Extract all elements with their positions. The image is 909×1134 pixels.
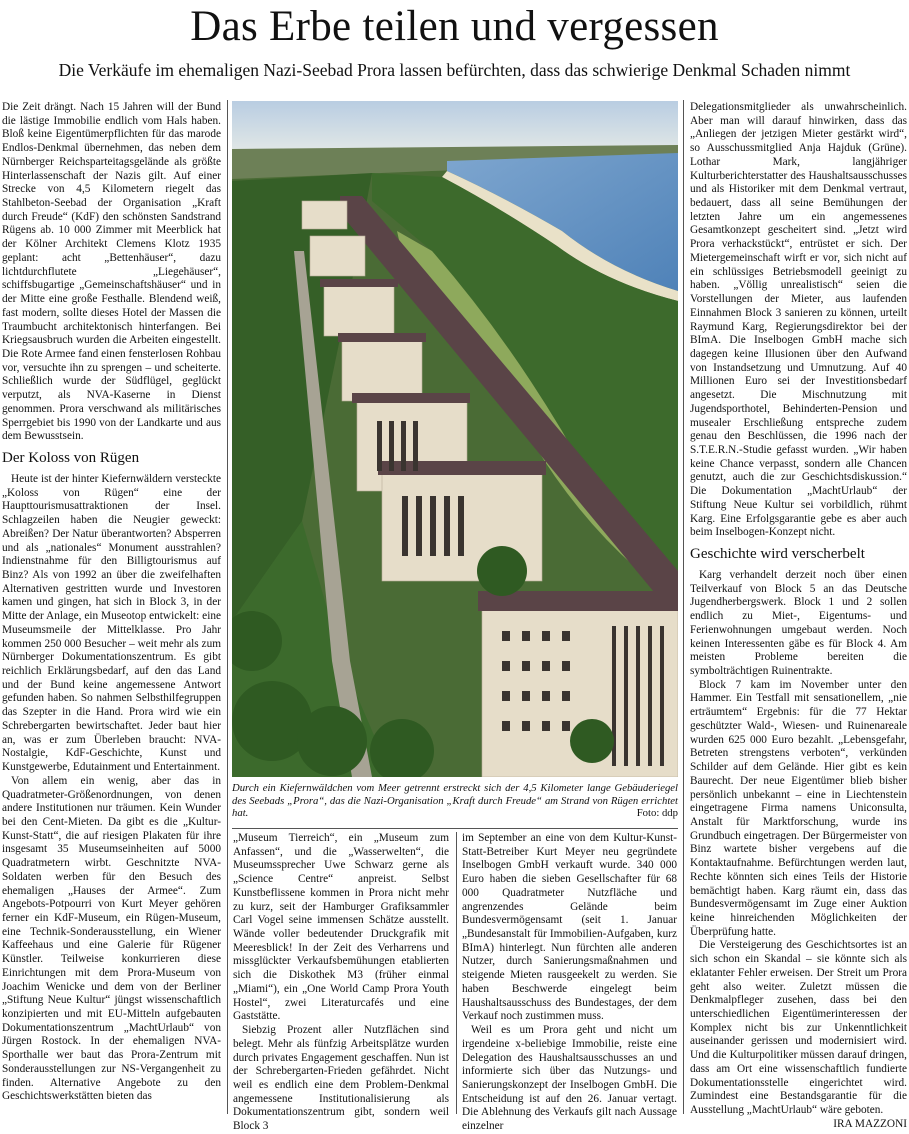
photo-illustration [232,101,678,777]
caption-rule [232,828,678,829]
article-paragraph: Heute ist der hinter Kiefernwäldern versteckte „Koloss von Rügen“ eine der Haupttourismusattraktionen der Insel. Schlagzeilen haben die Neugier geweckt: Abreißen? Der Natur überantworten? Absperren und als „nationales“ Monument ausstrahlen? Indienstnahme für den Billigtourismus auf Binz? Als von 1992 an über die zweifelhaften Alternativen gestritten wurde und Investoren kamen und gingen, hat sich in Block 3, in der Mitte der Anlage, ein Museotop entwickelt: eine Museumsmeile der Mittelklasse. Pro Jahr kommen 250 000 Besucher – weit mehr als zum Nürnberger Dokumentationszentrum. Es gibt reichlich Erklärungsbedarf, auf den das Land und der Bund keine angemessene Antwort gefunden haben. So nahmen Selbsthilfegruppen das Szepter in die Hand. Prora wird wie ein Schrebergarten bewirtschaftet. Jeder baut hier an, was er zum Überleben braucht: NVA-Nostalgie, KdF-Geschichte, Kunst und Kunstgewerbe, Edutainment und Entertainment. [2,472,221,774]
photo-credit: Foto: ddp [636,807,678,820]
article-paragraph: Die Versteigerung des Geschichtsortes ist an sich schon ein Skandal – sie könnte sich als eklatanter Fehler erweisen. Der Streit um Prora geht also weiter. Zuletzt müssen die Denkmalpfleger zusehen, dass bei den unterschiedlichen Eigentümerinteressen der Komplex nicht bis zur Unkenntlichkeit auseinander gerissen und modernisiert wird. Und die Kulturpolitiker müssen darauf dringen, dass am Ort eine wissenschaftlich fundierte Dokumentationsstelle eingerichtet wird. Zumindest eine Bestandsgarantie für die Ausstellung „MachtUrlaub“ wäre geboten. [690,939,907,1117]
caption-text: Durch ein Kiefernwäldchen vom Meer getrennt erstreckt sich der 4,5 Kilometer lange Gebäuderiegel des Seebads „Prora“, das die Nazi-Organisation „Kraft durch Freude“ am Strand von Rügen errichtet hat. [232,782,678,820]
author-byline: IRA MAZZONI [833,1117,907,1130]
article-column-2 [233,832,449,1134]
article-paragraph: Delegationsmitglieder als unwahrscheinlich. Aber man will darauf hinwirken, dass das „Anliegen der jetzigen Mieter gestärkt wird“, so Ausschussmitglied Anja Hajduk (Grüne). Lothar Mark, langjähriger Kulturberichterstatter des Haushaltsausschusses und als Historiker mit dem Denkmal vertraut, bedauert, dass all seine Bemühungen der letzten Jahre um ein angemessenes Gesamtkonzept gescheitert sind. „Jetzt wird Prora verhackstückt“, entrüstet er sich. Der Mietergemeinschaft wirft er vor, sich nicht auf ein schlüssiges Betriebsmodell geeinigt zu haben. „Völlig unrealistisch“ seien die Vorstellungen der Mieter, aus laufenden Einnahmen Block 3 sanieren zu können, urteilt Raymund Karg, Regierungsdirektor bei der BImA. Die Inselbogen GmbH mache sich dagegen keine Illusionen über den Aufwand von Instandsetzung und Umnutzung. Auf 40 Millionen Euro sei der Investitionsbedarf angesetzt. Die Mischnutzung mit Jugendsporthotel, Behinderten-Pension und musealer Erschließung entspreche zudem genau den Beschlüssen, die 1996 nach der S.T.E.R.N.-Studie gefasst wurden. „Wir haben keine Chance verpasst, sondern alle Chancen genutzt, auch die zur Geschichtsdiskussion.“ Die Dokumentation „MachtUrlaub“ der Stiftung Neue Kultur sei vorbildlich, rühmt Karg. Eine Erfolgsgarantie gebe es aber auch beim Inselbogen-Konzept nicht. [690,101,907,539]
column-rule [683,100,684,1114]
headline: Das Erbe teilen und vergessen [190,3,719,50]
article-paragraph: Von allem ein wenig, aber das in Quadratmeter-Größenordnungen, von denen andere Institutionen nur träumen. Kein Wunder bei den Cent-Mieten. Da gibt es die „Kultur-Kunst-Statt“, die auf riesigen Plakaten für ihre insgesamt 35 Museumseinheiten auf 5000 Quadratmetern wirbt. Geschnitzte NVA-Soldaten werben für den Besuch des ehemaligen „Hauses der Armee“. Zum Angebots-Potpourri von Kurt Meyer gehören ferner ein KdF-Museum, ein Rügen-Museum, eine Technik-Sonderausstellung, ein Wiener Kaffeehaus und eine Galerie für Rügener Künstler. Teilweise konkurrieren diese Einrichtungen mit dem Prora-Museum von Joachim Wenicke und dem von der Berliner „Stiftung Neue Kultur“ jüngst wissenschaftlich konzipierten und mit EU-Mitteln aufgebauten Dokumentationszentrum „MachtUrlaub“ von Jürgen Rostock. In der ehemaligen NVA-Sporthalle wer baut das Prora-Zentrum mit Sonderausstellungen zur NS-Vergangenheit zu finden. Alternative Angebote zu den Geschichtswerkstätten bieten das [2,774,221,1103]
article-column-1 [2,101,221,1104]
article-paragraph: „Museum Tierreich“, ein „Museum zum Anfassen“, und die „Wasserwelten“, die Museumssprecher Uwe Schwarz gerne als „Science Centre“ anpreist. Selbst Kunstbeflissene kommen in Prora nicht mehr zu kurz, seit der Hamburger Grafiksammler Carl Vogel seine immensen Schätze ausstellt. Wände voller bedeutender Druckgrafik mit Meeresblick! In der Zeit des Verharrens und missglückter Verkaufsbemühungen etablierten sich die Diskothek M3 (früher einmal „Miami“), ein „One World Camp Prora Youth Hostel“, zwei Literaturcafés und eine Gaststätte. [233,832,449,1023]
article-paragraph: Siebzig Prozent aller Nutzflächen sind belegt. Mehr als fünfzig Arbeitsplätze wurden durch privates Engagement geschaffen. Nun ist der Schrebergarten-Frieden gefährdet. Nicht weil es endlich eine dem Problem-Denkmal angemessene Institutionalisierung als Dokumentationszentrum gibt, sondern weil Block 3 [233,1024,449,1133]
article-paragraph: Weil es um Prora geht und nicht um irgendeine x-beliebige Immobilie, reiste eine Delegation des Haushaltsausschusses an und informierte sich über das Nutzungs- und Sanierungskonzept der Inselbogen GmbH. Die Entscheidung ist auf den 26. Januar vertagt. Die Ablehnung des Verkaufs gilt nach Aussage einzelner [462,1024,677,1133]
article-paragraph: Karg verhandelt derzeit noch über einen Teilverkauf von Block 5 an das Deutsche Jugendherbergswerk. Block 1 und 2 sollen endlich zu Miet-, Eigentums- und Ferienwohnungen umgebaut werden. Noch keinen Interessenten gäbe es für Block 4. Am meisten Probleme bereiten die symbolträchtigen Ruinentrakte. [690,569,907,678]
section-heading: Der Koloss von Rügen [2,449,140,466]
article-paragraph: Die Zeit drängt. Nach 15 Jahren will der Bund die lästige Immobilie endlich vom Hals haben. Bloß keine Eigentümerpflichten für das marode Endlos-Denkmal übernehmen, das neben dem Nürnberger Reichsparteitagsgelände als größte Hinterlassenschaft der Nazis gilt. Auf einer Strecke von 4,5 Kilometern riegelt das Stahlbeton-Seebad der Organisation „Kraft durch Freude“ (KdF) den schönsten Sandstrand Rügens ab. 10 000 Zimmer mit Meerblick hat der Kölner Architekt Clemens Klotz 1935 geplant: acht „Bettenhäuser“, dazu lichtdurchflutete „Liegehäuser“, schiffsbugartige „Gemeinschaftshäuser“ und in der Mitte eine große Festhalle. Blendend weiß, fast modern, sollte dieses Hotel der Massen die Traumbucht architektonisch hinterfangen. Bei Kriegsausbruch wurden die Arbeiten eingestellt. Die Rote Armee fand einen fensterlosen Rohbau vor, versuchte ihn zu sprengen – und scheiterte. Schließlich wurde der Südflügel, geglückt verputzt, als NVA-Kaserne in Dienst genommen. Prora verschwand als militärisches Sperrgebiet bis 1990 von der Landkarte und aus dem Bewusstsein. [2,101,221,443]
column-rule [227,100,228,1114]
subheadline: Die Verkäufe im ehemaligen Nazi-Seebad Prora lassen befürchten, dass das schwierige Denkmal Schaden nimmt [58,60,851,80]
column-rule [456,832,457,1114]
section-heading: Geschichte wird verscherbelt [690,546,865,562]
article-paragraph: im September an eine von dem Kultur-Kunst-Statt-Betreiber Kurt Meyer neu gegründete Inselbogen GmbH verkauft wurde. 340 000 Euro haben die sieben Gesellschafter für 68 000 Quadratmeter Nutzfläche und angrenzendes Gelände beim Bundesvermögensamt (seit 1. Januar „Bundesanstalt für Immobilien-Aufgaben, kurz BImA) hinterlegt. Nun fürchten alle anderen Nutzer, durch Sanierungsmaßnahmen und steigende Mieten rausgeekelt zu werden. Sie haben Beschwerde eingelegt beim Haushaltsausschuss des Bundestages, der dem Verkauf noch zustimmen muss. [462,832,677,1023]
article-column-4 [690,101,907,1131]
article-column-3 [462,832,677,1134]
prora-aerial-photo [232,101,678,777]
photo-caption [232,782,678,820]
article-paragraph: Block 7 kam im November unter den Hammer. Ein Testfall mit sensationellem, „nie erträumtem“ Ergebnis: für die 77 Hektar geschützter Wald-, Wiesen- und Ruinenareale wurden 625 000 Euro bezahlt. „Lebensgefahr, Betreten strengstens verboten“, verkünden Schilder auf dem Gelände. Hier gibt es kein Baurecht. Der neue Eigentümer blieb bisher persönlich unbekannt – eine in Liechtenstein eingetragene Firma namens Uniconsulta, Anstalt für Marktforschung, wurde ins Grundbuch eingetragen. Der Bürgermeister von Binz wartete bisher vergebens auf die Kontaktaufnahme. Befürchtungen werden laut, Rechte könnten sich eines Teils der Historie bemächtigt haben. Karg räumt ein, dass das Bundesvermögensamt im Zuge einer Auktion keine hinreichenden Möglichkeiten der Überprüfung hatte. [690,678,907,938]
